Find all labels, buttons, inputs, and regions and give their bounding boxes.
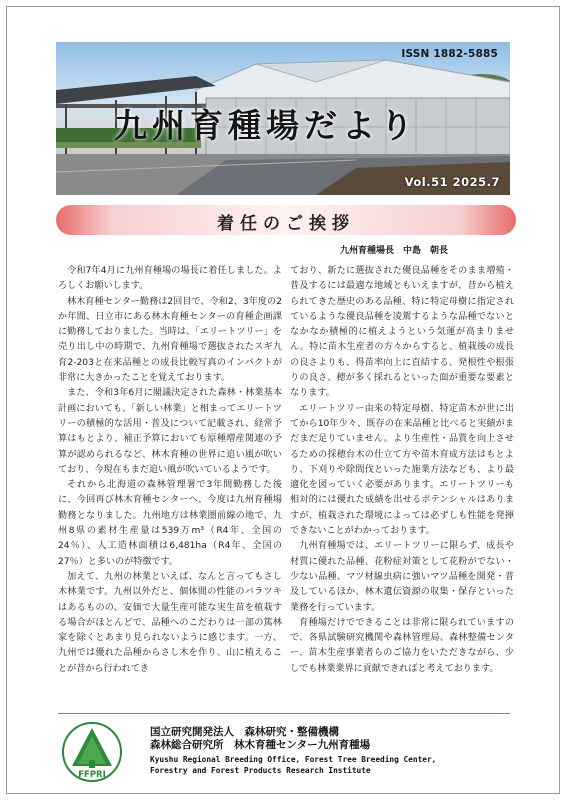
footer-organization — [150, 726, 436, 776]
org-name-en-line2: Forestry and Forest Products Research Institute — [150, 766, 371, 775]
author-line: 九州育種場長 中島 朝長 — [340, 246, 449, 256]
paragraph: 九州育種場では、エリートツリーに限らず、成長や材質に優れた品種、花粉症対策として花粉がでない・少ない品種、マツ材線虫病に強いマツ品種を開発・普及しているほか、林木遺伝資源の収集・保存といった業務を行っています。 — [290, 541, 514, 613]
ffpri-logo-icon — [62, 722, 122, 782]
body-column-left — [58, 264, 282, 677]
paragraph: 加えて、九州の林業といえば、なんと言ってもさし木林業です。九州以外だと、個体間の性能のバラツキはあるものの、安価で大量生産可能な実生苗を植栽する場合がほとんどで、品種へのこだわりは一部の篤林家を除くとあまり見られないように感じます。一方、九州では優れた品種からさし木を作り、山に植えることが昔から行われてき — [58, 571, 282, 674]
volume-date: Vol.51 2025.7 — [404, 175, 500, 189]
paragraph: 育種場だけでできることは非常に限られていますので、各県試験研究機関や森林管理局、森林整備センター、苗木生産事業者らのご協力をいただきながら、少しでも林業業界に貢献できればと考えております。 — [290, 617, 514, 674]
paragraph: それから北海道の森林管理署で3年間勤務した後に、今回再び林木育種センターへ、今度は九州育種場勤務となりました。九州地方は林業圏前線の地で、九州8県の素材生産量は539万m³（R4年、全国の24％）、人工造林面積は6,481ha（R4年、全国の27％）と多いのが特徴です。 — [58, 480, 282, 567]
org-name-en-line1: Kyushu Regional Breeding Office, Forest Tree Breeding Center, — [150, 755, 437, 764]
masthead-title: 九州育種場だより — [114, 106, 418, 145]
body-column-right — [290, 264, 514, 677]
logo-text: FFPRI — [78, 770, 106, 780]
org-name-line2: 森林総合研究所 林木育種センター九州育種場 — [150, 739, 371, 751]
issn-number: ISSN 1882-5885 — [401, 48, 498, 60]
banner-title: 着任のご挨拶 — [217, 214, 355, 234]
paragraph: 林木育種センター勤務は2回目で、令和2、3年度の2か年間、日立市にある林木育種センターの育種企画課に勤務しておりました。当時は、「エリートツリー」を売り出し中の時期で、九州育種場で選抜されたスギ九育2-203と在来品種との成長比較写真のインパクトが非常に大きかったことを覚えております。 — [58, 296, 282, 384]
header-photo — [56, 42, 510, 195]
paragraph: また、令和3年6月に閣議決定された森林・林業基本計画においても、「新しい林業」と相まってエリートツリーの積極的な活用・普及について記載され、経常予算はもとより、補正予算においても原種増産関連の予算が認められるなど、林木育種の世界に追い風が吹いており、今現在もまだ追い風が吹いているようです。 — [58, 388, 282, 475]
paragraph-continued: ており、新たに選抜された優良品種をそのまま増殖・普及するには最適な地域ともいえますが、昔から植えられてきた歴史のある品種、特に特定母樹に指定されているような優良品種を凌駕するような品種でないとなかなか積極的に植えようという気運が高まりません。特に苗木生産者の方々からすると、植栽後の成長の良さよりも、得苗率向上に直結する、発根性や根張りの良さ、穂が多く採れるといった面が重要な要素となります。 — [290, 266, 514, 399]
footer-divider — [58, 713, 510, 714]
section-banner — [56, 205, 516, 235]
paragraph: エリートツリー由来の特定母樹、特定苗木が世に出てから10年少々、既存の在来品種と比べると実績がまだまだ足りていません。より生産性・品質を向上させるための採穂台木の仕立て方や苗木育成方法はもとより、下刈りや除間伐といった施業方法なども、より最適化を図っていく必要があります。エリートツリーも相対的には優れた成績を出せるポテンシャルはありますが、植栽された環境によっては必ずしも性能を発揮できないことがわかっております。 — [290, 403, 514, 537]
org-name-line1: 国立研究開発法人 森林研究・整備機構 — [150, 726, 339, 738]
paragraph: 令和7年4月に九州育種場の場長に着任しました。よろしくお願いします。 — [58, 266, 282, 292]
